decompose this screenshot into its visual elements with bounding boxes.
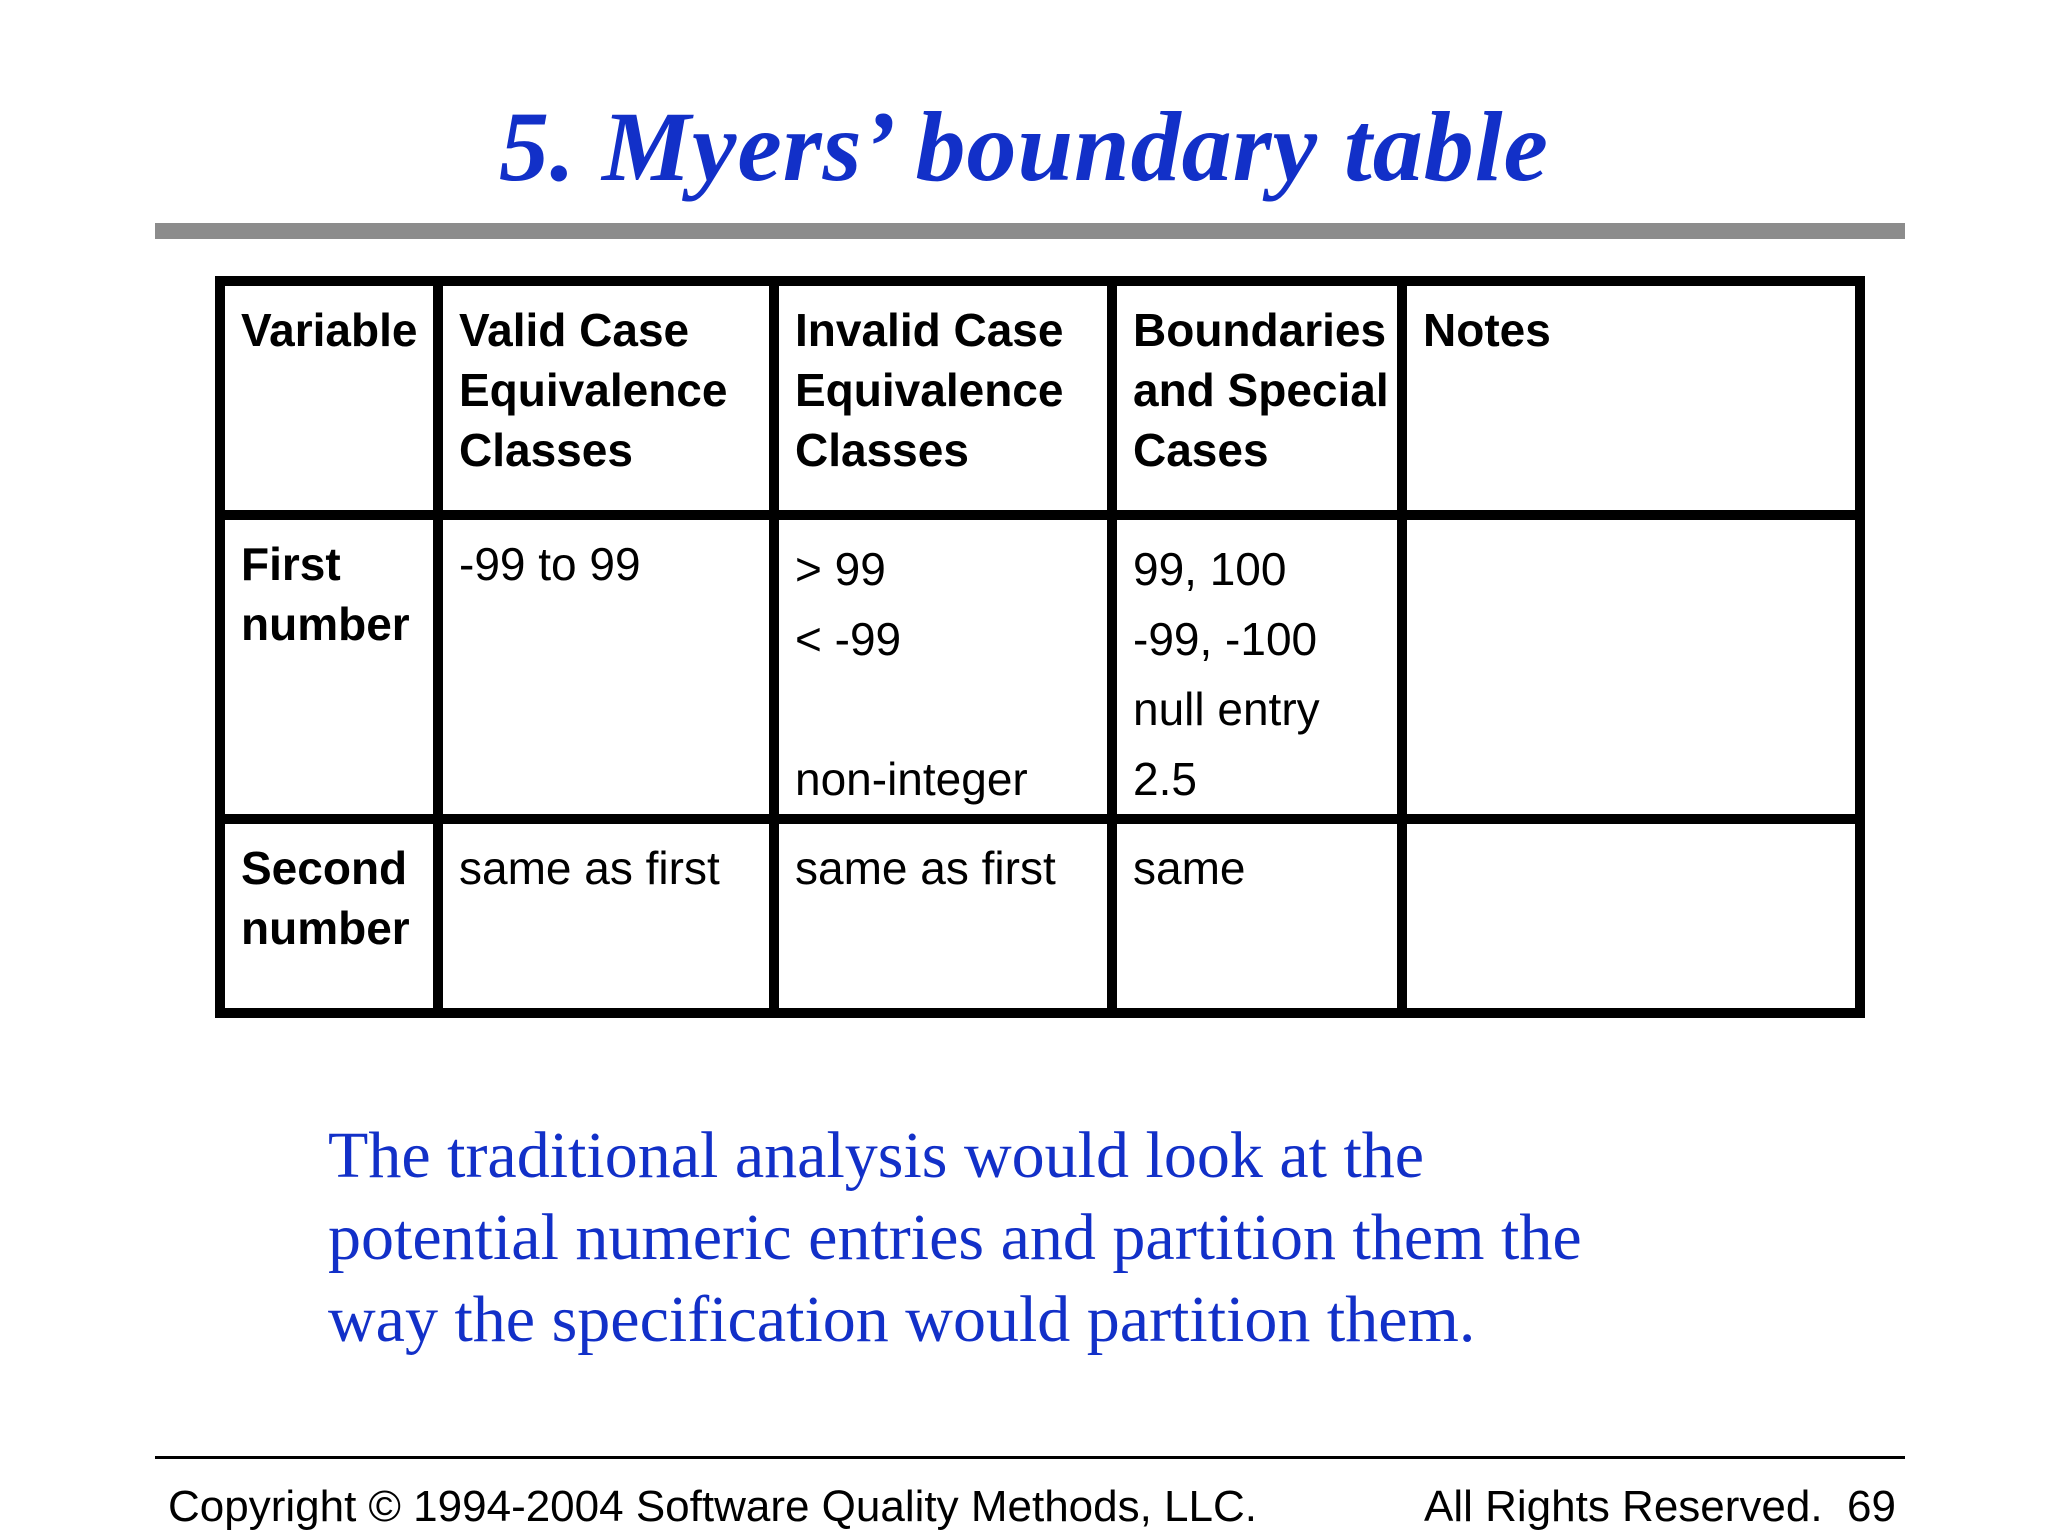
footer-rights	[1424, 1482, 1896, 1532]
cell-variable	[220, 819, 438, 1013]
variable-line: First	[241, 538, 341, 590]
header-line: Equivalence	[459, 364, 728, 416]
boundary-line: null entry	[1133, 683, 1320, 735]
boundary-line: 2.5	[1133, 753, 1197, 805]
header-variable	[220, 281, 438, 515]
header-boundaries	[1112, 281, 1402, 515]
invalid-line: same as first	[795, 842, 1056, 894]
header-notes	[1402, 281, 1860, 515]
valid-line: same as first	[459, 842, 720, 894]
table-row	[220, 819, 1860, 1013]
footer-rights-text: All Rights Reserved.	[1423, 1482, 1823, 1531]
boundary-table	[215, 276, 1865, 1018]
footer-copyright: Copyright © 1994-2004 Software Quality Methods, LLC.	[168, 1482, 1257, 1531]
boundary-line: same	[1133, 842, 1246, 894]
cell-notes	[1402, 515, 1860, 819]
header-line: Classes	[795, 424, 969, 476]
body-line: The traditional analysis would look at the	[328, 1119, 1425, 1192]
header-line: Valid Case	[459, 304, 690, 356]
body-line: way the specification would partition them.	[328, 1283, 1476, 1356]
page-number: 69	[1847, 1482, 1896, 1531]
header-line: Invalid Case	[795, 304, 1064, 356]
cell-variable	[220, 515, 438, 819]
cell-notes	[1402, 819, 1860, 1013]
header-invalid-case	[774, 281, 1112, 515]
slide-title: 5. Myers’ boundary table	[499, 91, 1549, 202]
header-line: Equivalence	[795, 364, 1064, 416]
cell-valid	[438, 819, 774, 1013]
variable-line: number	[241, 598, 410, 650]
invalid-line: > 99	[795, 543, 886, 595]
cell-invalid	[774, 819, 1112, 1013]
header-line: Cases	[1133, 424, 1269, 476]
title-divider	[155, 223, 1905, 239]
table-header-row	[220, 281, 1860, 515]
boundary-line: -99, -100	[1133, 613, 1318, 665]
invalid-spacer	[795, 674, 1091, 744]
header-line: Notes	[1423, 304, 1551, 356]
footer-divider	[155, 1456, 1905, 1459]
cell-boundaries	[1112, 819, 1402, 1013]
boundary-line: 99, 100	[1133, 543, 1287, 595]
header-line: Boundaries	[1133, 304, 1387, 356]
header-valid-case	[438, 281, 774, 515]
variable-line: number	[241, 902, 410, 954]
header-line: and Special	[1133, 364, 1389, 416]
cell-invalid	[774, 515, 1112, 819]
invalid-line: < -99	[795, 613, 902, 665]
valid-line: -99 to 99	[459, 538, 641, 590]
cell-boundaries	[1112, 515, 1402, 819]
header-line: Classes	[459, 424, 633, 476]
cell-valid	[438, 515, 774, 819]
variable-line: Second	[241, 842, 408, 894]
invalid-line: non-integer	[795, 753, 1028, 805]
table-row	[220, 515, 1860, 819]
body-line: potential numeric entries and partition them the	[328, 1201, 1582, 1274]
body-paragraph	[328, 1115, 1888, 1361]
header-line: Variable	[241, 304, 418, 356]
